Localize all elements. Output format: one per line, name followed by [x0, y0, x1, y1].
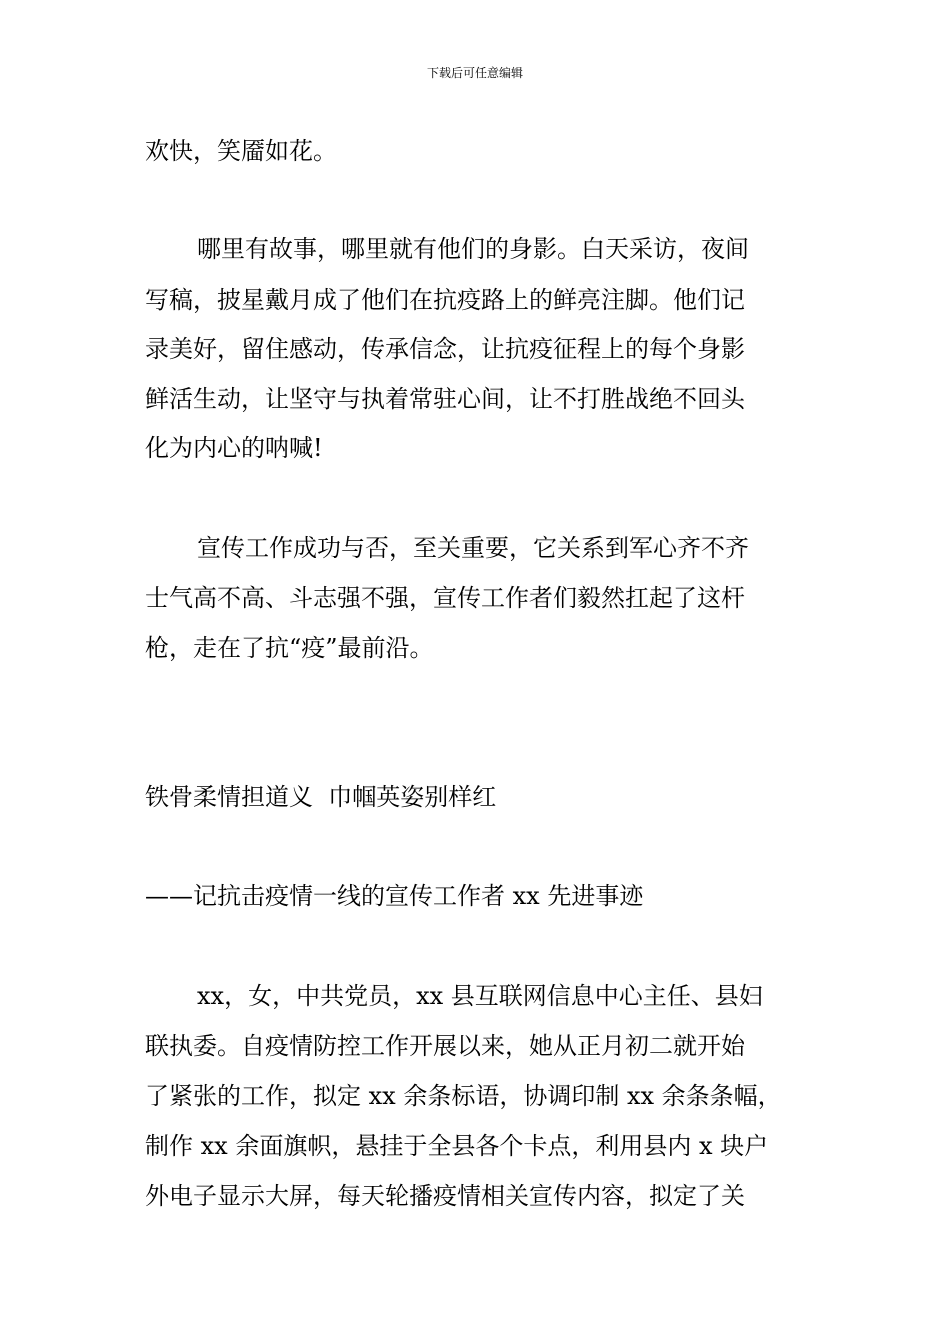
paragraph-line: 宣传工作成功与否，至关重要，它关系到军心齐不齐 [197, 534, 749, 562]
page-header: 下载后可任意编辑 [426, 66, 523, 80]
paragraph-line: 制作 xx 余面旗帜，悬挂于全县各个卡点，利用县内 x 块户 [145, 1132, 769, 1160]
paragraph-line: 鲜活生动，让坚守与执着常驻心间，让不打胜战绝不回头 [145, 385, 745, 413]
paragraph-line: 哪里有故事，哪里就有他们的身影。白天采访，夜间 [197, 235, 749, 263]
paragraph-line: 外电子显示大屏，每天轮播疫情相关宣传内容，拟定了关 [145, 1182, 745, 1210]
article-title: 铁骨柔情担道义 巾帼英姿别样红 [145, 783, 497, 811]
paragraph-line: 士气高不高、斗志强不强，宣传工作者们毅然扛起了这杆 [145, 584, 745, 612]
paragraph-line: xx，女，中共党员，xx 县互联网信息中心主任、县妇 [197, 982, 763, 1010]
paragraph-line: 枪，走在了抗“疫”最前沿。 [145, 634, 434, 662]
paragraph-line: 录美好，留住感动，传承信念，让抗疫征程上的每个身影 [145, 335, 745, 363]
paragraph-line: 写稿，披星戴月成了他们在抗疫路上的鲜亮注脚。他们记 [145, 286, 745, 314]
paragraph-line: 联执委。自疫情防控工作开展以来，她从正月初二就开始 [145, 1032, 745, 1060]
paragraph-line: 了紧张的工作，拟定 xx 余条标语，协调印制 xx 余条条幅， [145, 1082, 782, 1110]
article-subtitle: ——记抗击疫情一线的宣传工作者 xx 先进事迹 [145, 882, 644, 910]
paragraph-line: 化为内心的呐喊! [145, 434, 323, 462]
paragraph-line: 欢快，笑靥如花。 [145, 137, 337, 165]
